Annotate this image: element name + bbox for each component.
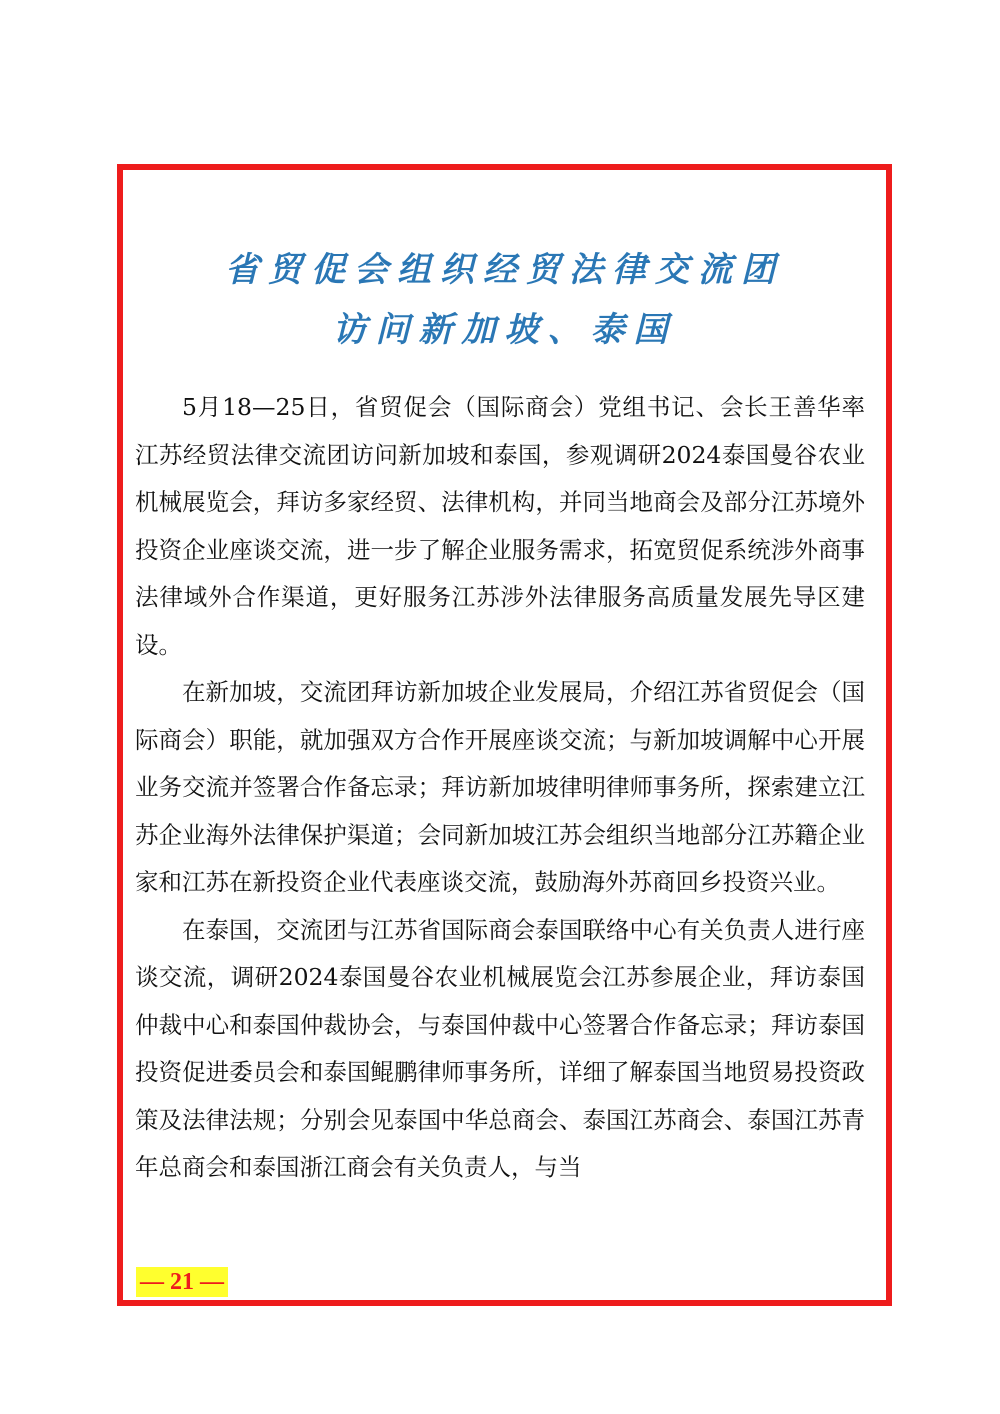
paragraph-2: 在新加坡，交流团拜访新加坡企业发展局，介绍江苏省贸促会（国际商会）职能，就加强双方合作开展座谈交流；与新加坡调解中心开展业务交流并签署合作备忘录；拜访新加坡律明律师事务所，探索建立江苏企业海外法律保护渠道；会同新加坡江苏会组织当地部分江苏籍企业家和江苏在新投资企业代表座谈交流，鼓励海外苏商回乡投资兴业。 (135, 678, 865, 896)
paragraph-1: 5月18—25日，省贸促会（国际商会）党组书记、会长王善华率江苏经贸法律交流团访问新加坡和泰国，参观调研2024泰国曼谷农业机械展览会，拜访多家经贸、法律机构，并同当地商会及部分江苏境外投资企业座谈交流，进一步了解企业服务需求，拓宽贸促系统涉外商事法律域外合作渠道，更好服务江苏涉外法律服务高质量发展先导区建设。 (135, 393, 865, 659)
paragraph-3: 在泰国，交流团与江苏省国际商会泰国联络中心有关负责人进行座谈交流，调研2024泰国曼谷农业机械展览会江苏参展企业，拜访泰国仲裁中心和泰国仲裁协会，与泰国仲裁中心签署合作备忘录；拜访泰国投资促进委员会和泰国鲲鹏律师事务所，详细了解泰国当地贸易投资政策及法律法规；分别会见泰国中华总商会、泰国江苏商会、泰国江苏青年总商会和泰国浙江商会有关负责人，与当 (135, 915, 865, 1181)
article-body (135, 384, 865, 1192)
article-title-line-1: 省贸促会组织经贸法律交流团 (225, 250, 784, 290)
article-title-line-2: 访问新加坡、泰国 (332, 310, 677, 350)
page-number: — 21 — (136, 1267, 228, 1297)
